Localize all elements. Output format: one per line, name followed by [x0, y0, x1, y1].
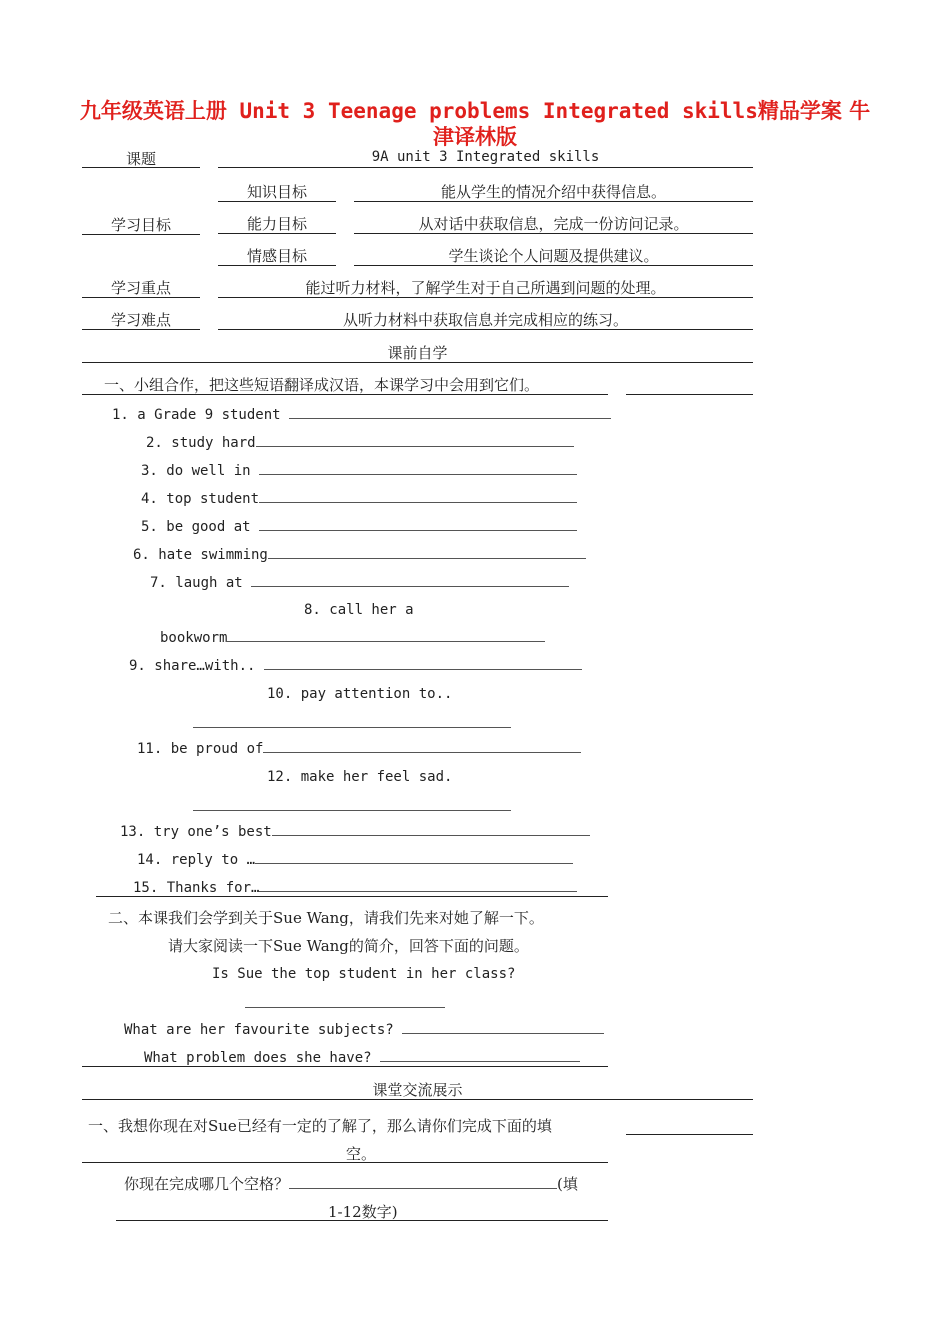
phrase-item: 4. top student — [141, 491, 577, 507]
phrase-item: 12. make her feel sad. — [267, 769, 453, 785]
divider — [354, 233, 753, 234]
answer-blank[interactable] — [193, 810, 511, 811]
divider — [218, 167, 753, 168]
goal-ability-label: 能力目标 — [246, 215, 307, 233]
divider — [218, 265, 336, 266]
phrase-item: 13. try one’s best — [120, 824, 590, 840]
difficulty-label: 学习难点 — [110, 311, 171, 329]
topic-value: 9A unit 3 Integrated skills — [371, 149, 600, 165]
question-3: What problem does she have? — [144, 1050, 580, 1066]
title-line-2: 津译林版 — [433, 125, 517, 149]
divider — [626, 394, 753, 395]
goal-knowledge-value: 能从学生的情况介绍中获得信息。 — [440, 183, 666, 201]
key-value: 能过听力材料，了解学生对于自己所遇到问题的处理。 — [305, 279, 666, 297]
class-question-tail: 1-12数字) — [328, 1203, 398, 1221]
divider — [218, 201, 336, 202]
phrase-item: 9. share…with.. — [129, 658, 582, 674]
part2-sub-instruction: 请大家阅读一下Sue Wang的简介，回答下面的问题。 — [168, 937, 529, 955]
phrase-item: 10. pay attention to.. — [267, 686, 453, 702]
phrase-item: 1. a Grade 9 student — [112, 407, 611, 423]
divider — [96, 896, 608, 897]
divider — [82, 297, 200, 298]
part1-instruction: 一、小组合作，把这些短语翻译成汉语，本课学习中会用到它们。 — [104, 376, 540, 394]
phrase-item: 11. be proud of — [137, 741, 581, 757]
answer-blank[interactable] — [193, 727, 511, 728]
key-label: 学习重点 — [110, 279, 171, 297]
divider — [354, 201, 753, 202]
phrase-item: 8. call her a — [304, 602, 414, 618]
phrase-item: 7. laugh at — [150, 575, 569, 591]
divider — [82, 167, 200, 168]
topic-label: 课题 — [125, 150, 156, 168]
divider — [82, 234, 200, 235]
section-class-title: 课堂交流展示 — [372, 1081, 463, 1099]
phrase-item: 5. be good at — [141, 519, 577, 535]
divider — [82, 1099, 753, 1100]
divider — [82, 1162, 608, 1163]
class-question: 你现在完成哪几个空格？ (填 — [124, 1175, 578, 1193]
title-zh-part: 九年级英语上册 — [79, 99, 227, 123]
difficulty-value: 从听力材料中获取信息并完成相应的练习。 — [342, 311, 628, 329]
divider — [82, 329, 200, 330]
divider — [116, 1220, 608, 1221]
divider — [218, 329, 753, 330]
question-2: What are her favourite subjects? — [124, 1022, 604, 1038]
phrase-item: 14. reply to … — [137, 852, 573, 868]
phrase-item: 15. Thanks for… — [133, 880, 577, 896]
goal-emotion-value: 学生谈论个人问题及提供建议。 — [448, 247, 659, 265]
divider — [82, 394, 608, 395]
divider — [218, 233, 336, 234]
phrase-item: 2. study hard — [146, 435, 574, 451]
class-instruction-line-2: 空。 — [346, 1145, 377, 1163]
divider — [82, 362, 753, 363]
goal-ability-value: 从对话中获取信息，完成一份访问记录。 — [418, 215, 689, 233]
phrase-item: bookworm — [160, 630, 545, 646]
answer-blank[interactable] — [245, 1007, 445, 1008]
class-instruction-line-1: 一、我想你现在对Sue已经有一定的了解了，那么请你们完成下面的填 — [88, 1117, 552, 1135]
divider — [82, 1066, 608, 1067]
title-zh-part-2: 精品学案 牛 — [757, 99, 871, 123]
document-title — [60, 98, 890, 150]
goal-knowledge-label: 知识目标 — [246, 183, 307, 201]
question-1: Is Sue the top student in her class? — [212, 966, 516, 982]
divider — [626, 1134, 753, 1135]
divider — [218, 297, 753, 298]
section-pre-title: 课前自学 — [387, 344, 448, 362]
goals-label: 学习目标 — [110, 216, 171, 234]
goal-emotion-label: 情感目标 — [246, 247, 307, 265]
phrase-item: 6. hate swimming — [133, 547, 586, 563]
part2-instruction: 二、本课我们会学到关于Sue Wang，请我们先来对她了解一下。 — [108, 909, 544, 927]
divider — [354, 265, 753, 266]
phrase-item: 3. do well in — [141, 463, 577, 479]
title-en-part: Unit 3 Teenage problems Integrated skills — [226, 99, 758, 123]
